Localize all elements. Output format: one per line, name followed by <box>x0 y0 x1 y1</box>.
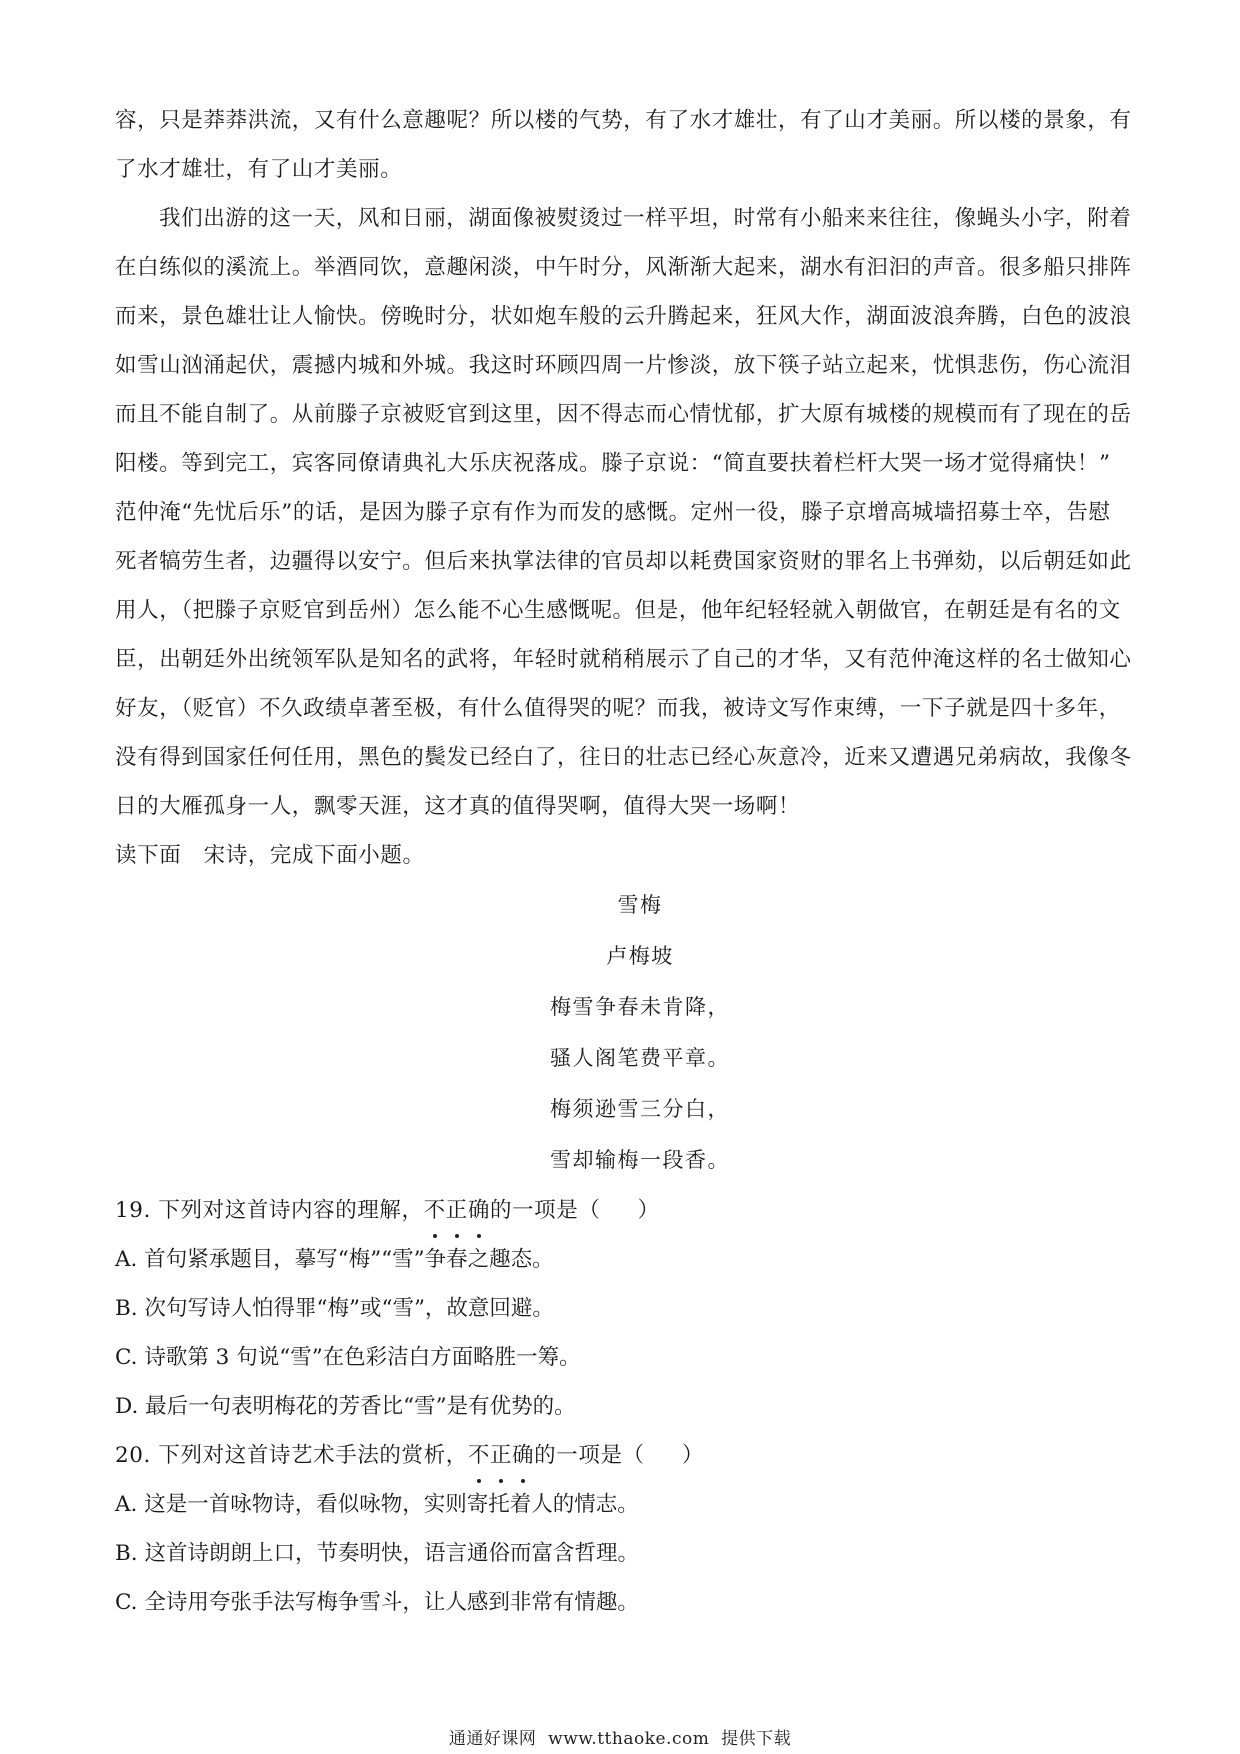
poem-line: 骚人阁笔费平章。 <box>550 1046 730 1070</box>
passage-line: 臣，出朝廷外出统领军队是知名的武将，年轻时就稍稍展示了自己的才华，又有范仲淹这样的名士做知心 <box>115 647 1132 672</box>
poem <box>115 880 1125 1186</box>
document-page <box>115 96 1132 1627</box>
emphasis-char: 正 <box>446 1186 468 1235</box>
question-19 <box>115 1186 1125 1431</box>
stem-text: 的一项是（ ） <box>534 1443 704 1468</box>
passage-line: 在白练似的溪流上。举酒同饮，意趣闲淡，中午时分，风渐渐大起来，湖水有汩汩的声音。很多船只排阵 <box>115 255 1132 280</box>
poem-author: 卢梅坡 <box>606 944 674 968</box>
passage-line: 容，只是莽莽洪流，又有什么意趣呢？所以楼的气势，有了水才雄壮，有了山才美丽。所以楼的景象，有 <box>115 108 1132 133</box>
translation-passage <box>115 96 1132 831</box>
question-stem <box>115 1186 1125 1235</box>
passage-line: 而来，景色雄壮让人愉快。傍晚时分，状如炮车般的云升腾起来，狂风大作，湖面波浪奔腾，白色的波浪 <box>115 304 1132 329</box>
passage-line: 死者犒劳生者，边疆得以安宁。但后来执掌法律的官员却以耗费国家资财的罪名上书弹劾，以后朝廷如此 <box>115 549 1132 574</box>
passage-line: 日的大雁孤身一人，飘零天涯，这才真的值得哭啊，值得大哭一场啊！ <box>115 794 801 819</box>
passage-line: 用人，（把滕子京贬官到岳州）怎么能不心生感慨呢。但是，他年纪轻轻就入朝做官，在朝廷是有名的文 <box>115 598 1121 623</box>
passage-line: 了水才雄壮，有了山才美丽。 <box>115 157 403 182</box>
stem-text: 20. 下列对这首诗艺术手法的赏析， <box>115 1443 468 1468</box>
answer-option-a: A. 这是一首咏物诗，看似咏物，实则寄托着人的情志。 <box>115 1492 639 1517</box>
poem-line: 雪却输梅一段香。 <box>550 1148 730 1172</box>
stem-text: 19. 下列对这首诗内容的理解， <box>115 1198 424 1223</box>
stem-text: 的一项是（ ） <box>489 1198 660 1223</box>
passage-line: 如雪山汹涌起伏，震撼内城和外城。我这时环顾四周一片惨淡，放下筷子站立起来，忧惧悲伤，伤心流泪 <box>115 353 1132 378</box>
poem-line: 梅雪争春未肯降， <box>550 995 730 1019</box>
emphasis-char: 正 <box>490 1431 512 1480</box>
passage-line: 我们出游的这一天，风和日丽，湖面像被熨烫过一样平坦，时常有小船来来往往，像蝇头小字，附着 <box>159 206 1132 231</box>
question-20 <box>115 1431 1125 1627</box>
emphasis-char: 不 <box>468 1431 490 1480</box>
emphasis-char: 不 <box>424 1186 446 1235</box>
passage-line: 范仲淹“先忧后乐”的话，是因为滕子京有作为而发的感慨。定州一役，滕子京增高城墙招募士卒，告慰 <box>115 500 1111 525</box>
answer-option-d: D. 最后一句表明梅花的芳香比“雪”是有优势的。 <box>115 1394 576 1419</box>
passage-line: 没有得到国家任何任用，黑色的鬓发已经白了，往日的壮志已经心灰意冷，近来又遭遇兄弟病故，我像冬 <box>115 745 1132 770</box>
page-footer: 通通好课网 www.tthaoke.com 提供下载 <box>448 1729 792 1749</box>
passage-line: 好友，（贬官）不久政绩卓著至极，有什么值得哭的呢？而我，被诗文写作束缚，一下子就是四十多年， <box>115 696 1121 721</box>
answer-option-c: C. 全诗用夸张手法写梅争雪斗，让人感到非常有情趣。 <box>115 1590 639 1615</box>
passage-line: 阳楼。等到完工，宾客同僚请典礼大乐庆祝落成。滕子京说：“简直要扶着栏杆大哭一场才觉得痛快！” <box>115 451 1111 476</box>
poem-line: 梅须逊雪三分白， <box>550 1097 730 1121</box>
poem-title: 雪梅 <box>617 893 663 917</box>
reading-instruction: 读下面 宋诗，完成下面小题。 <box>115 843 425 868</box>
answer-option-c: C. 诗歌第 3 句说“雪”在色彩洁白方面略胜一筹。 <box>115 1345 581 1370</box>
passage-line: 而且不能自制了。从前滕子京被贬官到这里，因不得志而心情忧郁，扩大原有城楼的规模而有了现在的岳 <box>115 402 1132 427</box>
question-stem <box>115 1431 1125 1480</box>
answer-option-b: B. 这首诗朗朗上口，节奏明快，语言通俗而富含哲理。 <box>115 1541 639 1566</box>
answer-option-a: A. 首句紧承题目，摹写“梅”“雪”争春之趣态。 <box>115 1247 554 1272</box>
answer-option-b: B. 次句写诗人怕得罪“梅”或“雪”，故意回避。 <box>115 1296 554 1321</box>
emphasis-char: 确 <box>468 1186 490 1235</box>
emphasis-char: 确 <box>512 1431 534 1480</box>
